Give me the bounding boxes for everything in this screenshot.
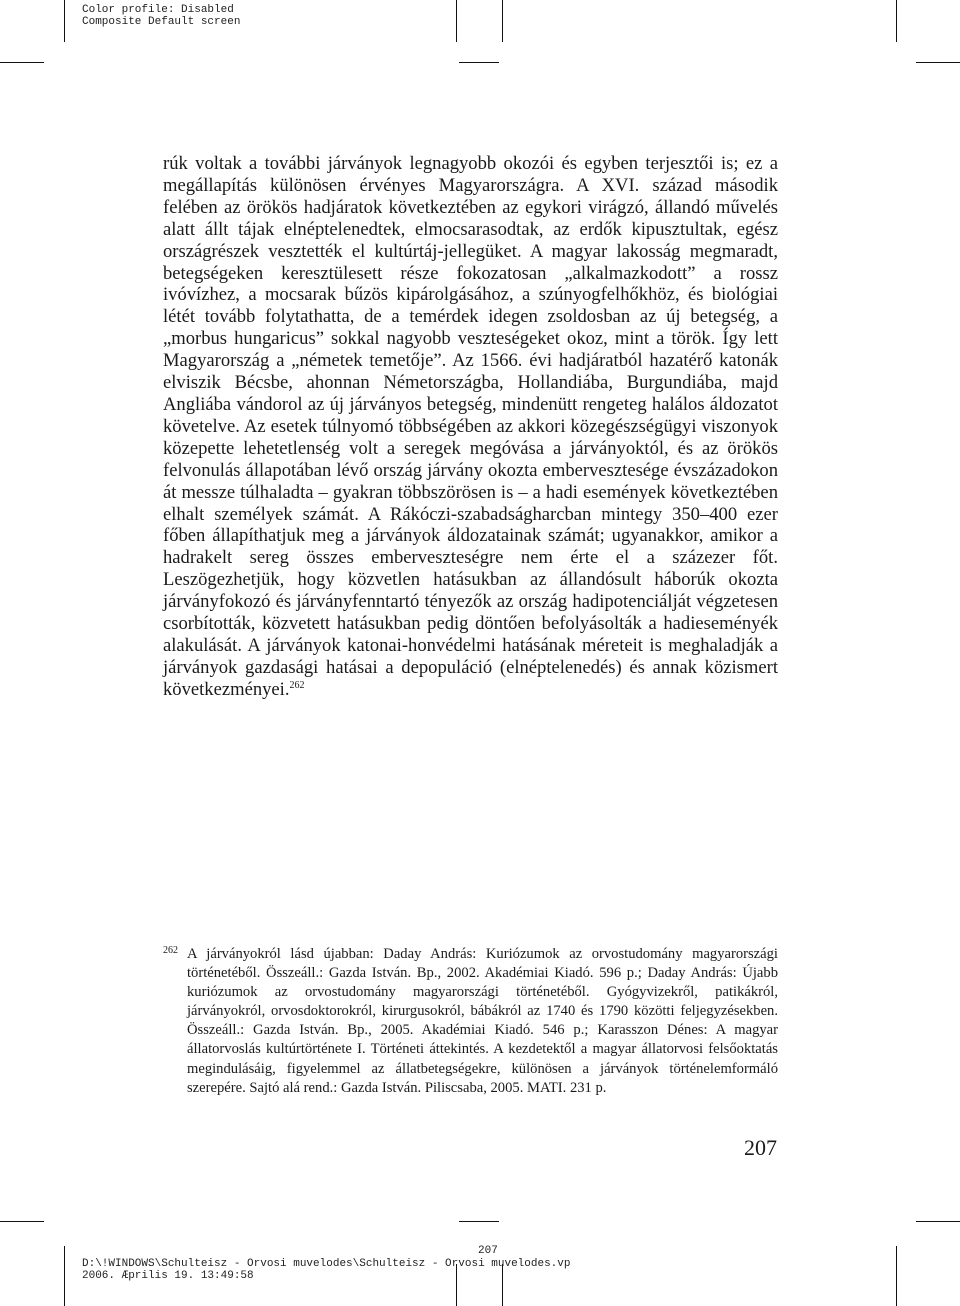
composite-line: Composite Default screen: [82, 16, 241, 28]
print-header: [82, 4, 240, 28]
footnote-text: A járványokról lásd újabban: Daday András: Kuriózumok az orvostudomány magyarországi történetéből. Összeáll.: Gazda István. Bp., 2002. Akadémiai Kiadó. 596 p.; Daday András: Újabb kuriózumok az orvostudomány magyarországi történetéből. Gyógyvizekről, patikákról, járványokról, orvosdoktorokról, kirurgusokról, bábákról az 1740 és 1790 közötti feljegyzésekben. Összeáll.: Gazda István. Bp., 2005. Akadémiai Kiadó. 546 p.; Karasszon Dénes: A magyar állatorvoslás kultúrtörténete I. Történeti áttekintés. A kezdetektől a magyar állatorvosi felsőoktatás megindulásáig, figyelemmel az állatbetegségekre, különösen a járványok történelemformáló szerepére. Sajtó alá rend.: Gazda István. Piliscsaba, 2005. MATI. 231 p.: [187, 946, 778, 1096]
crop-mark-bottom-center-h: [459, 1221, 499, 1222]
print-date: 2006. Æprilis 19. 13:49:58: [82, 1270, 254, 1282]
crop-mark-top-center-h: [459, 62, 499, 63]
crop-mark-top-center-right: [502, 0, 503, 42]
crop-mark-bottom-right-h: [916, 1221, 960, 1222]
crop-mark-top-right-v: [896, 0, 897, 42]
crop-mark-bottom-left-v: [64, 1246, 65, 1306]
main-paragraph: [163, 153, 778, 701]
crop-mark-top-left-v: [64, 0, 65, 42]
color-profile-line: Color profile: Disabled: [82, 4, 234, 16]
footnote-reference[interactable]: 262: [289, 679, 305, 691]
footer-page-number: 207: [478, 1245, 498, 1257]
paragraph-text: rúk voltak a további járványok legnagyobb okozói és egyben terjesztői is; ez a megállapítás különösen érvényes Magyarországra. A XVI. század második felében az örökös hadjáratok következtében az egykori virágzó, állandó művelés alatt állt tájak elnéptelenedtek, elmocsarasodtak, az erdők kipusztultak, egész országrészek vesztették el kultúrtáj-jellegüket. A magyar lakosság megmaradt, betegségeken keresztülesett része fokozatosan „alkalmazkodott” a rossz ivóvízhez, a mocsarak bűzös kipárolgásához, a szúnyogfelhőkhöz, és biológiai létét tovább folytathatta, de a temérdek idegen zsoldosban az új betegség, a „morbus hungaricus” sokkal nagyobb veszteségeket okoz, mint a török. Így lett Magyarország a „németek temetője”. Az 1566. évi hadjáratból hazatérő katonák elviszik Bécsbe, ahonnan Németországba, Hollandiába, Burgundiába, majd Angliába vándorol az új járványos betegség, mindenütt rengeteg halálos áldozatot követelve. Az esetek túlnyomó többségében az akkori közegészségügyi viszonyok közepette lehetetlenség volt a seregek megóvása a járványoktól, és az örökös felvonulás állapotában lévő ország járvány okozta embervesztesége évszázadokon át messze túlhaladta – gyakran többszörösen is – a hadi események következtében elhalt személyek számát. A Rákóczi-szabadságharcban mintegy 350–400 ezer főben állapíthatjuk meg a járványok áldozatainak számát; ugyanakkor, amikor a hadrakelt sereg összes emberveszteségre nem érte el a százezer főt. Leszögezhetjük, hogy közvetlen hatásukban az állandósult háborúk okozta járványfokozó és járványfenntartó tényezők az ország hadipotenciálját végzetesen csorbították, közvetett hatásukban pedig döntően befolyásolták a hadieseményék alakulását. A járványok katonai-honvédelmi hatásának méreteit is meghaladják a járványok gazdasági hatásai a depopuláció (elnéptelenedés) és annak közismert következményei.: [163, 153, 778, 700]
footnote: [163, 945, 778, 1098]
crop-mark-top-right-h: [916, 62, 960, 63]
crop-mark-top-center-left: [456, 0, 457, 42]
crop-mark-bottom-left-h: [0, 1221, 44, 1222]
file-path: D:\!WINDOWS\Schulteisz - Orvosi muvelodes\Schulteisz - Orvosi muvelodes.vp: [82, 1258, 571, 1270]
crop-mark-bottom-right-v: [896, 1246, 897, 1306]
print-footer: [82, 1258, 570, 1282]
page-number: 207: [744, 1135, 777, 1160]
footnote-number: 262: [163, 945, 178, 956]
crop-mark-top-left-h: [0, 62, 44, 63]
